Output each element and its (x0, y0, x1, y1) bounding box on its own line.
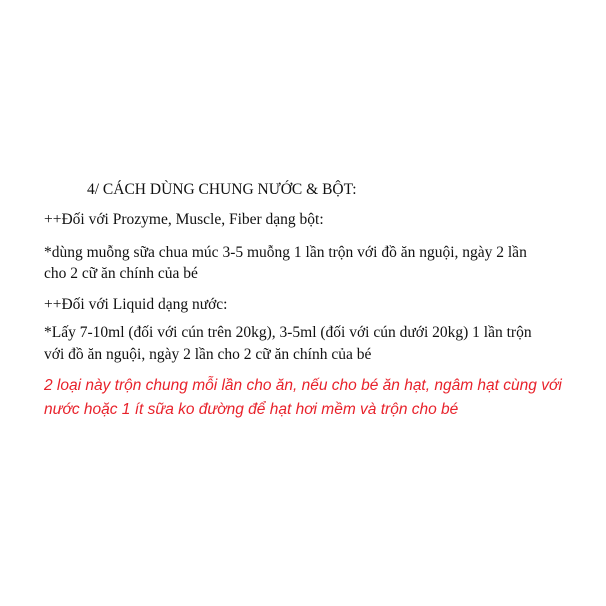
liquid-instruction-line: với đồ ăn nguội, ngày 2 lần cho 2 cữ ăn chính của bé (44, 346, 372, 363)
liquid-subheading: ++Đối với Liquid dạng nước: (44, 296, 228, 313)
powder-instruction-line: cho 2 cữ ăn chính của bé (44, 265, 198, 282)
section-heading: 4/ CÁCH DÙNG CHUNG NƯỚC & BỘT: (87, 181, 357, 198)
liquid-instruction-line: *Lấy 7-10ml (đối với cún trên 20kg), 3-5ml (đối với cún dưới 20kg) 1 lần trộn (44, 324, 532, 341)
powder-instruction-line: *dùng muỗng sữa chua múc 3-5 muỗng 1 lần trộn với đồ ăn nguội, ngày 2 lần (44, 244, 527, 261)
red-note-line: nước hoặc 1 ít sữa ko đường để hạt hơi mềm và trộn cho bé (44, 401, 459, 418)
powder-subheading: ++Đối với Prozyme, Muscle, Fiber dạng bột: (44, 211, 324, 228)
red-note-line: 2 loại này trộn chung mỗi lần cho ăn, nếu cho bé ăn hạt, ngâm hạt cùng với (44, 377, 562, 394)
